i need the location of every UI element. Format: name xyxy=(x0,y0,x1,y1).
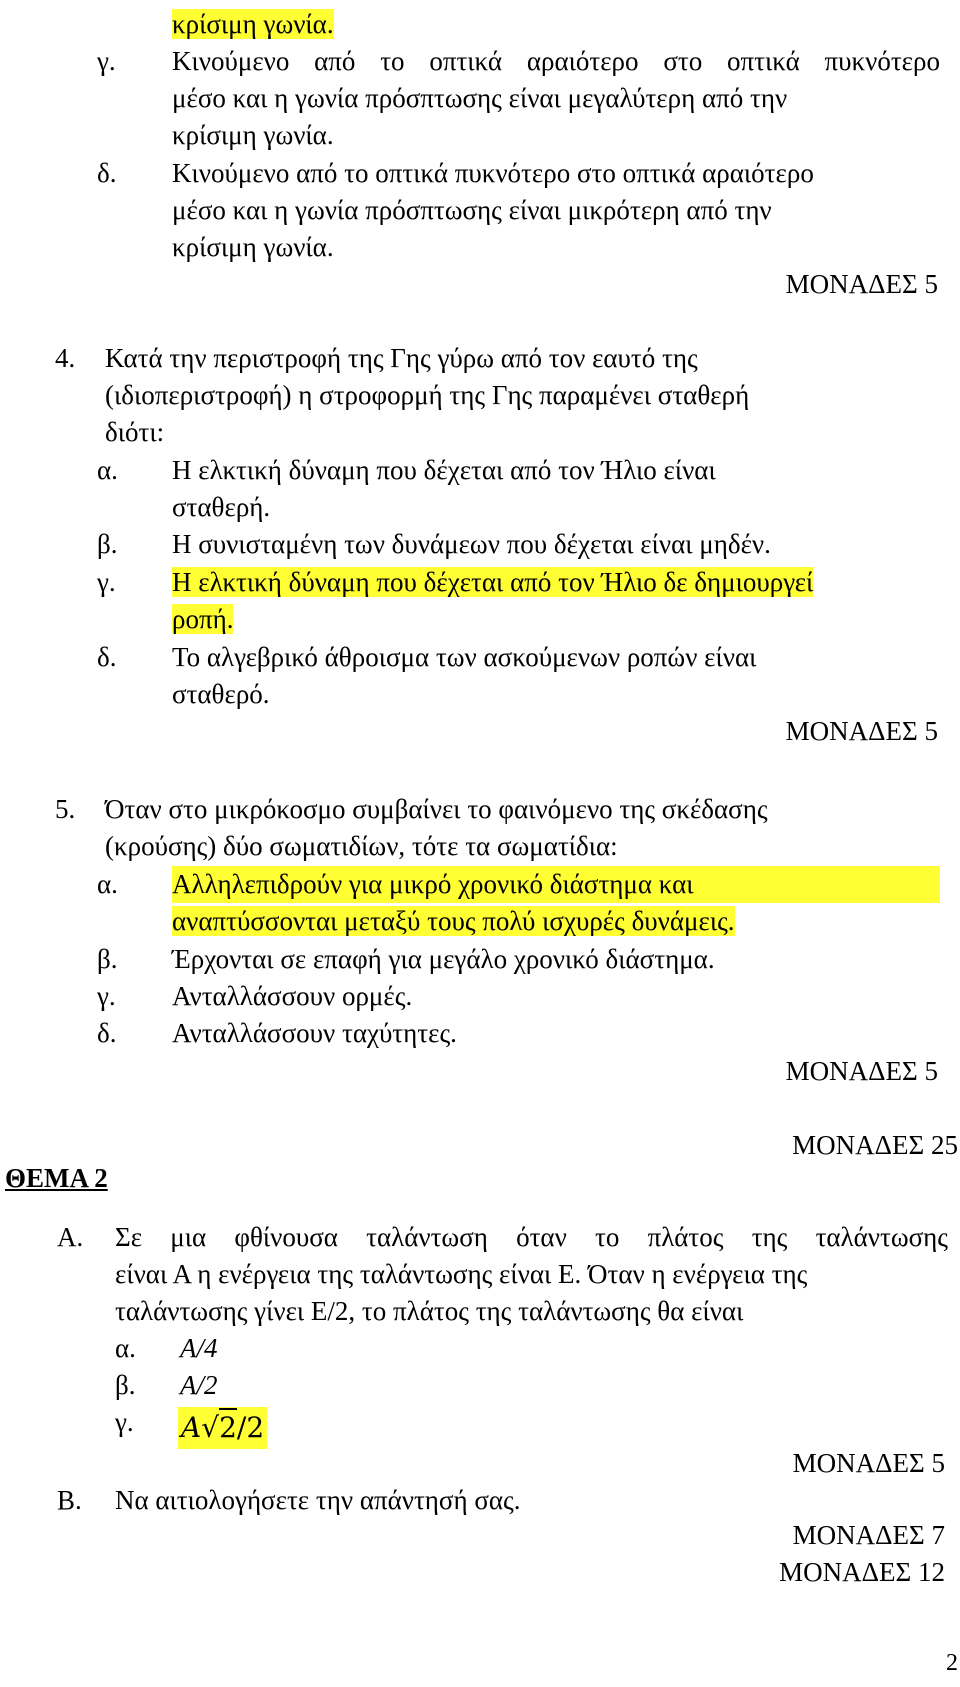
option-marker-a: α. xyxy=(97,869,118,899)
q3-option-g-line1: Κινούμενο από το οπτικά αραιότερο στο οπτικά πυκνότερο xyxy=(172,46,940,76)
option-marker-g: γ. xyxy=(115,1407,134,1437)
theme2-part-b-text: Να αιτιολογήσετε την απάντησή σας. xyxy=(115,1485,521,1515)
q5-correct-option-line2: αναπτύσσονται μεταξύ τους πολύ ισχυρές δυνάμεις. xyxy=(172,906,735,936)
theme2-correct-option-formula xyxy=(178,1407,267,1449)
q3-marks: ΜΟΝΑΔΕΣ 5 xyxy=(785,269,938,299)
option-marker-b: β. xyxy=(115,1370,136,1400)
q4-option-a-line2: σταθερή. xyxy=(172,492,271,522)
theme2-total-marks: ΜΟΝΑΔΕΣ 12 xyxy=(779,1557,945,1587)
q4-marks: ΜΟΝΑΔΕΣ 5 xyxy=(785,716,938,746)
option-marker-d: δ. xyxy=(97,642,117,672)
option-marker-a: α. xyxy=(115,1333,136,1363)
option-marker-g: γ. xyxy=(97,46,116,76)
theme2-part-a-line3: ταλάντωσης γίνει Ε/2, το πλάτος της ταλάντωσης θα είναι xyxy=(115,1296,744,1326)
sqrt-icon: √ xyxy=(201,1411,220,1444)
theme2-part-a-line2: είναι Α η ενέργεια της ταλάντωσης είναι Ε. Όταν η ενέργεια της xyxy=(115,1259,808,1289)
q3-option-g-line3: κρίσιμη γωνία. xyxy=(172,120,334,150)
q5-option-b-line1: Έρχονται σε επαφή για μεγάλο χρονικό διάστημα. xyxy=(172,944,715,974)
q4-option-d-line2: σταθερό. xyxy=(172,679,270,709)
q5-stem-line2: (κρούσης) δύο σωματιδίων, τότε τα σωματίδια: xyxy=(105,831,618,861)
q5-option-g-line1: Ανταλλάσσουν ορμές. xyxy=(172,981,413,1011)
formula-denominator: /2 xyxy=(236,1411,265,1444)
theme2-option-b-text: Α/2 xyxy=(180,1370,218,1400)
q3-option-d-line1: Κινούμενο από το οπτικά πυκνότερο στο οπτικά αραιότερο xyxy=(172,158,814,188)
theme2-part-a-marker: Α. xyxy=(57,1222,84,1252)
q3-option-d-line2: μέσο και η γωνία πρόσπτωσης είναι μικρότερη από την xyxy=(172,195,772,225)
page-number: 2 xyxy=(946,1650,958,1676)
q5-correct-option-line1: Αλληλεπιδρούν για μικρό χρονικό διάστημα και xyxy=(172,866,940,903)
q4-option-d-line1: Το αλγεβρικό άθροισμα των ασκούμενων ροπών είναι xyxy=(172,642,757,672)
theme2-part-b-marks: ΜΟΝΑΔΕΣ 7 xyxy=(792,1520,945,1550)
option-marker-d: δ. xyxy=(97,158,117,188)
q5-marks: ΜΟΝΑΔΕΣ 5 xyxy=(785,1056,938,1086)
q5-option-d-line1: Ανταλλάσσουν ταχύτητες. xyxy=(172,1018,457,1048)
theme2-part-b-marker: Β. xyxy=(57,1485,82,1515)
formula-radicand: 2 xyxy=(219,1408,237,1444)
q4-stem-line1: Κατά την περιστροφή της Γης γύρω από τον εαυτό της xyxy=(105,343,698,373)
option-marker-a: α. xyxy=(97,455,118,485)
q5-stem-line1: Όταν στο μικρόκοσμο συμβαίνει το φαινόμενο της σκέδασης xyxy=(105,794,768,824)
q4-stem-line2: (ιδιοπεριστροφή) η στροφορμή της Γης παραμένει σταθερή xyxy=(105,380,750,410)
option-marker-b: β. xyxy=(97,944,118,974)
q4-correct-option-line2: ροπή. xyxy=(172,604,234,634)
theme2-option-a-text: Α/4 xyxy=(180,1333,218,1363)
q4-number: 4. xyxy=(55,343,76,373)
theme2-part-a-line1: Σε μια φθίνουσα ταλάντωση όταν το πλάτος της ταλάντωσης xyxy=(115,1222,948,1252)
option-marker-g: γ. xyxy=(97,567,116,597)
q4-option-a-line1: Η ελκτική δύναμη που δέχεται από τον Ήλιο είναι xyxy=(172,455,716,485)
theme2-part-a-marks: ΜΟΝΑΔΕΣ 5 xyxy=(792,1448,945,1478)
theme2-heading: ΘΕΜΑ 2 xyxy=(5,1163,108,1193)
q5-number: 5. xyxy=(55,794,76,824)
option-marker-g: γ. xyxy=(97,981,116,1011)
q3-option-d-line3: κρίσιμη γωνία. xyxy=(172,232,334,262)
q4-correct-option-line1: Η ελκτική δύναμη που δέχεται από τον Ήλιο δε δημιουργεί xyxy=(172,567,814,597)
highlighted-answer-tail: κρίσιμη γωνία. xyxy=(172,9,334,39)
q3-option-g-line2: μέσο και η γωνία πρόσπτωσης είναι μεγαλύτερη από την xyxy=(172,83,788,113)
formula-amplitude-symbol: A xyxy=(181,1411,202,1444)
option-marker-d: δ. xyxy=(97,1018,117,1048)
theme1-total-marks: ΜΟΝΑΔΕΣ 25 xyxy=(792,1130,958,1160)
q4-option-b-line1: Η συνισταμένη των δυνάμεων που δέχεται είναι μηδέν. xyxy=(172,529,771,559)
option-marker-b: β. xyxy=(97,529,118,559)
q4-stem-line3: διότι: xyxy=(105,417,165,447)
